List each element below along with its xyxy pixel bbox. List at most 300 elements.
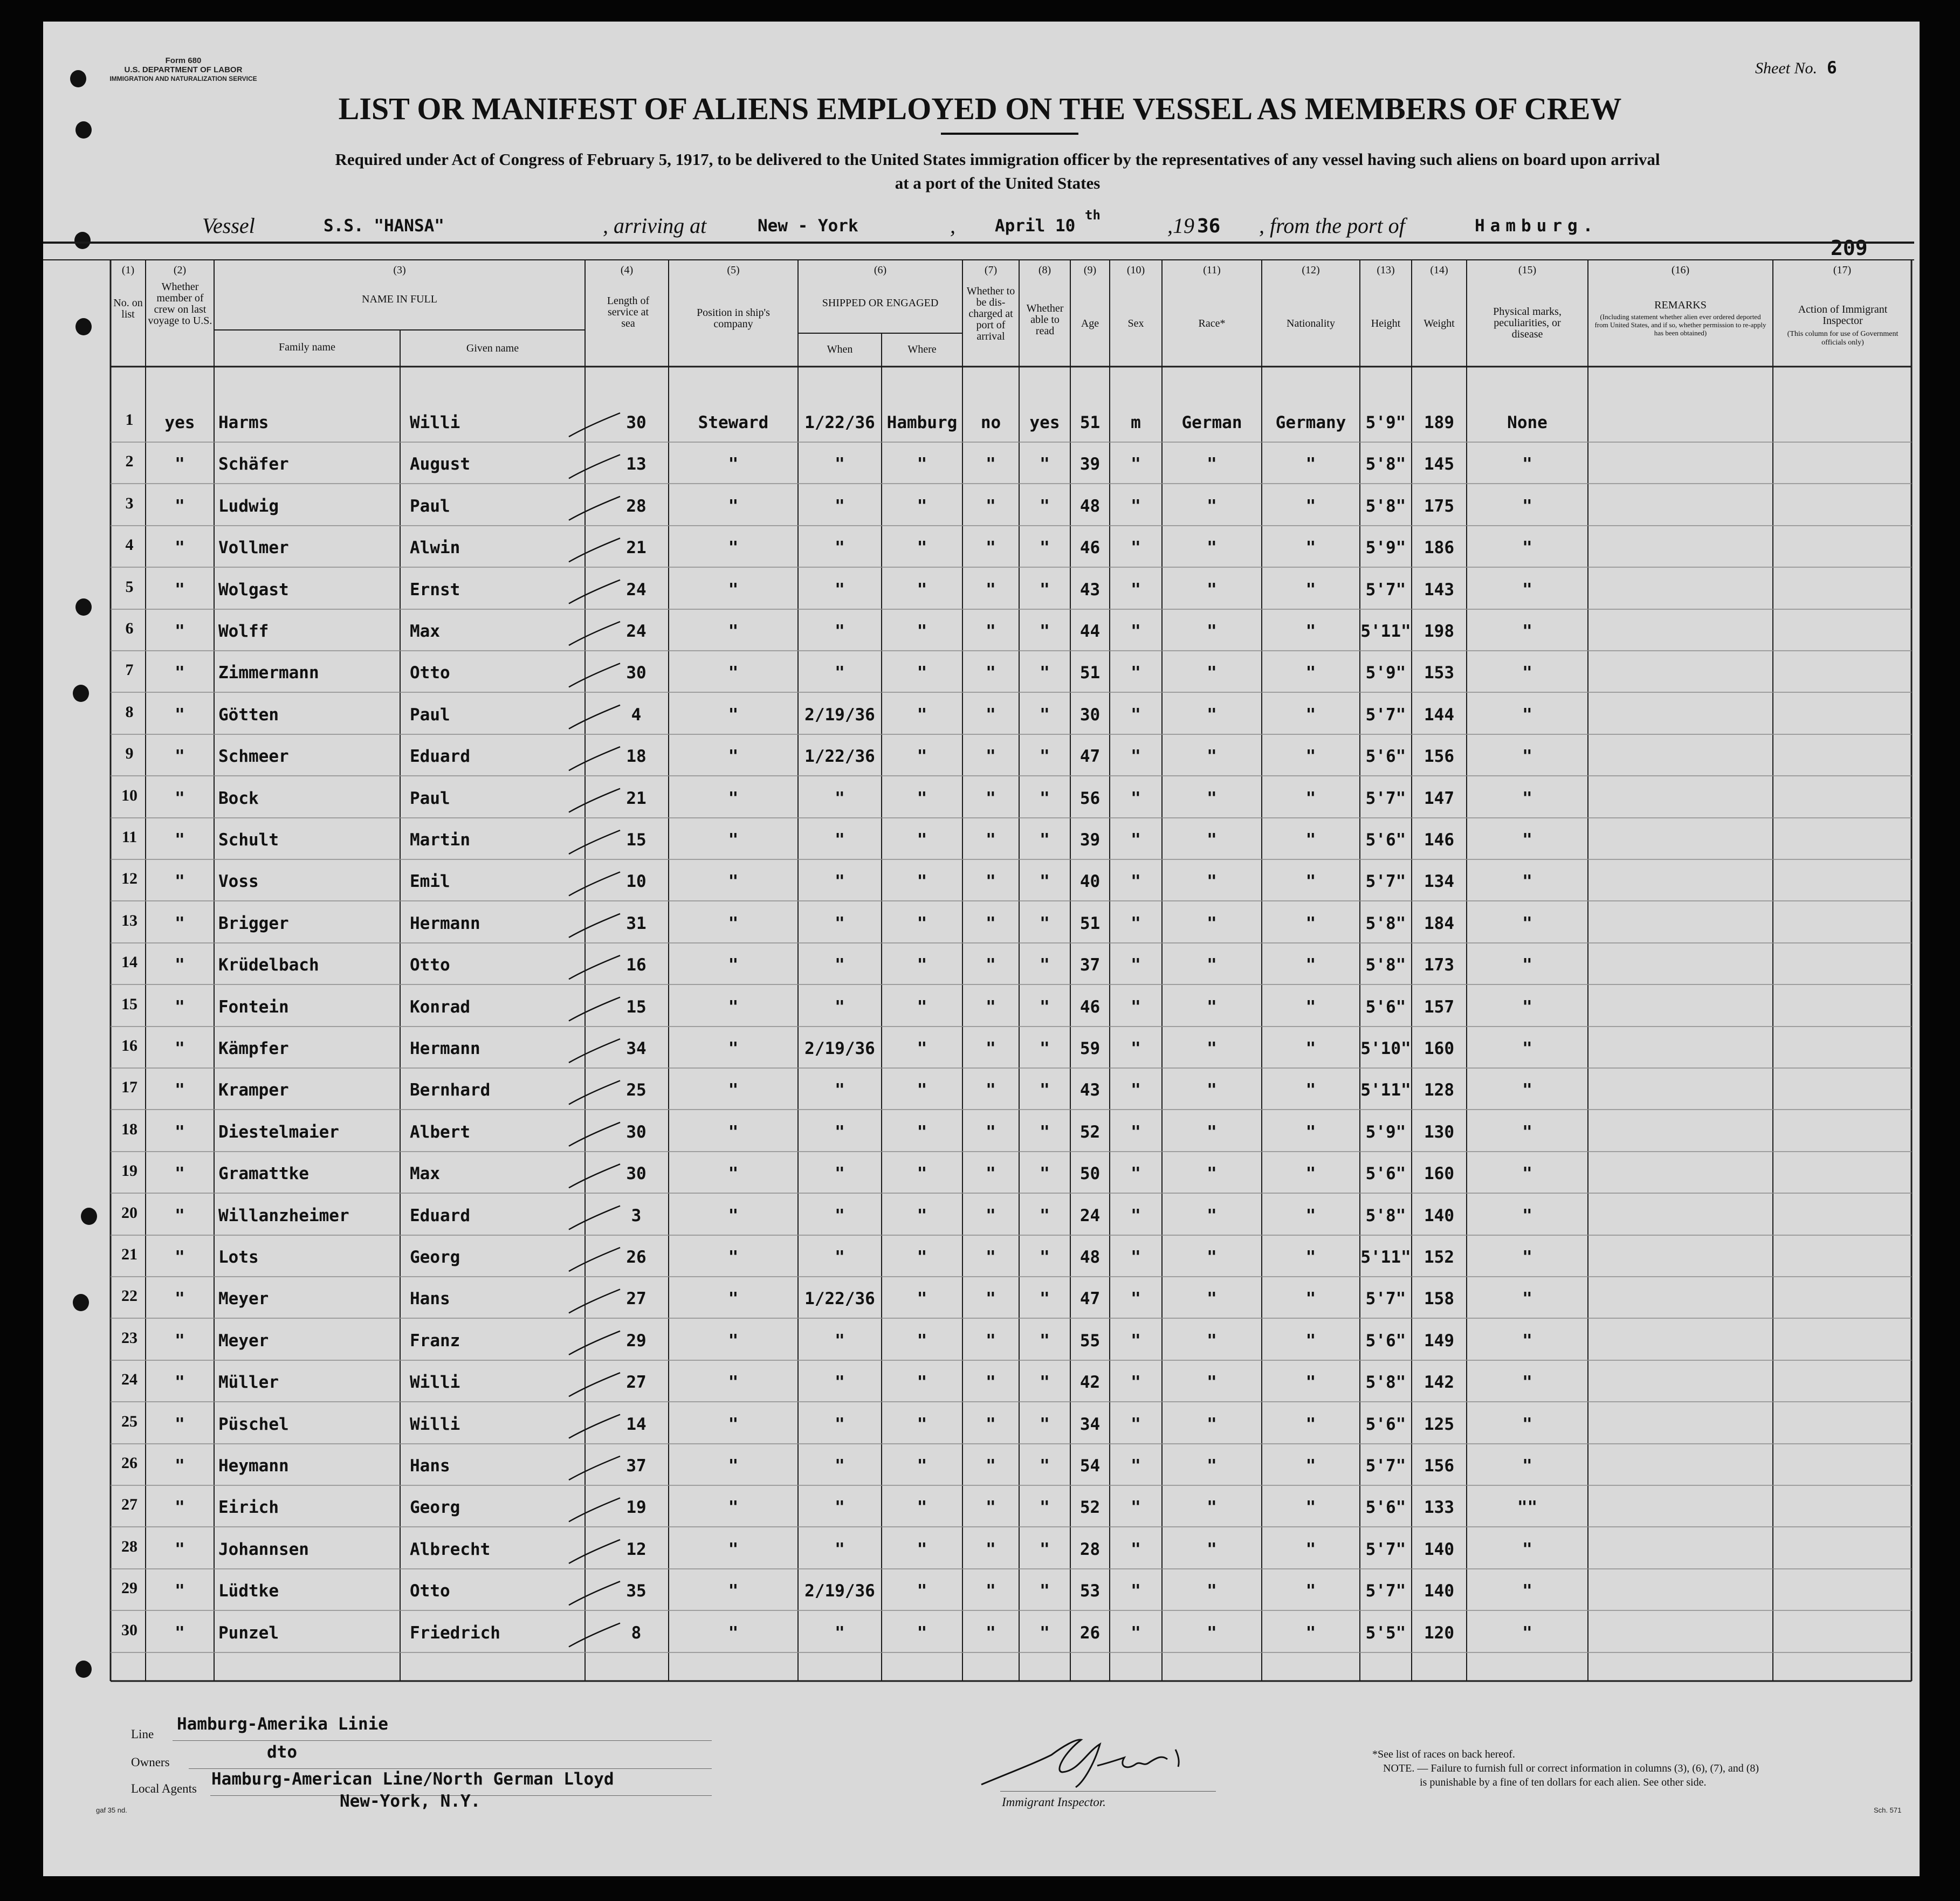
col-age: 51 <box>1079 413 1101 432</box>
col-nationality: " <box>1305 1248 1316 1267</box>
col-shipped-where: " <box>917 622 927 641</box>
col-age: 39 <box>1079 454 1101 474</box>
header-shipped-engaged: SHIPPED OR ENGAGED <box>822 297 939 309</box>
col-discharged: " <box>986 1581 996 1601</box>
col-shipped-when: 2/19/36 <box>804 1039 875 1058</box>
col-weight: 140 <box>1424 1539 1454 1559</box>
col-height: 5'10" <box>1360 1039 1411 1058</box>
col-shipped-when: " <box>835 454 845 474</box>
col-able-to-read: " <box>1040 1080 1050 1100</box>
row-number: 21 <box>121 1245 137 1263</box>
owners-value: dto <box>267 1742 297 1762</box>
col-shipped-where: " <box>917 1581 927 1601</box>
col-sex: " <box>1131 1331 1141 1351</box>
col-shipped-when: " <box>835 830 845 850</box>
row-number: 30 <box>121 1621 137 1639</box>
col-able-to-read: " <box>1040 622 1050 641</box>
col-height: 5'6" <box>1365 747 1406 767</box>
col-position: " <box>728 872 739 892</box>
col-previous-voyage: " <box>175 1623 185 1643</box>
col-height: 5'11" <box>1360 622 1411 641</box>
col-sex: " <box>1131 1456 1141 1476</box>
col-weight: 133 <box>1424 1498 1454 1518</box>
col-age: 59 <box>1079 1039 1101 1058</box>
col-previous-voyage: " <box>175 1080 185 1100</box>
col-family-name: Eirich <box>218 1498 279 1518</box>
col-able-to-read: " <box>1040 663 1050 683</box>
sheet-number: 6 <box>1826 58 1837 78</box>
col-shipped-where: " <box>917 1080 927 1100</box>
col-previous-voyage: " <box>175 872 185 892</box>
header-family-name: Family name <box>279 341 335 353</box>
row-number: 11 <box>121 828 137 846</box>
header-where: Where <box>907 343 937 355</box>
col-height: 5'7" <box>1365 872 1406 892</box>
col-length-of-service: 30 <box>626 663 647 683</box>
col-race: " <box>1207 955 1217 975</box>
col-height: 5'6" <box>1365 1498 1406 1518</box>
col-discharged: " <box>986 872 996 892</box>
col-given-name: Georg <box>410 1498 460 1518</box>
col-race: " <box>1207 872 1217 892</box>
col-position: " <box>728 1206 739 1225</box>
col-length-of-service: 19 <box>626 1498 647 1518</box>
col-weight: 186 <box>1424 538 1454 558</box>
col-sex: " <box>1131 872 1141 892</box>
col-nationality: " <box>1305 788 1316 808</box>
col-able-to-read: " <box>1040 705 1050 725</box>
col-able-to-read: " <box>1040 830 1050 850</box>
row-number: 3 <box>125 494 134 512</box>
col-height: 5'8" <box>1365 1206 1406 1225</box>
col-sex: " <box>1131 1581 1141 1601</box>
col-nationality: " <box>1305 872 1316 892</box>
row-number: 28 <box>121 1537 137 1555</box>
col-shipped-where: " <box>917 580 927 600</box>
col-discharged: no <box>980 413 1001 432</box>
col-nationality: " <box>1305 955 1316 975</box>
col-age: 53 <box>1079 1581 1101 1601</box>
header-length-of-service: Length of service at sea <box>607 295 650 329</box>
column-number: (3) <box>393 264 406 276</box>
column-number: (9) <box>1083 264 1097 276</box>
col-able-to-read: " <box>1040 1206 1050 1225</box>
col-shipped-where: " <box>917 705 927 725</box>
row-number: 1 <box>125 411 134 429</box>
col-previous-voyage: " <box>175 1206 185 1225</box>
col-race: " <box>1207 997 1217 1017</box>
col-weight: 152 <box>1424 1248 1454 1267</box>
col-shipped-when: " <box>835 1373 845 1393</box>
col-nationality: " <box>1305 747 1316 767</box>
col-weight: 143 <box>1424 580 1454 600</box>
col-sex: " <box>1131 1080 1141 1100</box>
col-height: 5'6" <box>1365 830 1406 850</box>
col-height: 5'9" <box>1365 663 1406 683</box>
col-age: 47 <box>1079 1289 1101 1309</box>
col-family-name: Voss <box>218 872 259 892</box>
col-age: 43 <box>1079 1080 1101 1100</box>
col-weight: 134 <box>1424 872 1454 892</box>
col-shipped-when: " <box>835 538 845 558</box>
col-race: " <box>1207 454 1217 474</box>
line-rule <box>173 1740 712 1741</box>
col-physical-marks: " <box>1522 955 1532 975</box>
col-family-name: Krüdelbach <box>218 955 319 975</box>
col-given-name: Martin <box>410 830 470 850</box>
col-shipped-when: 1/22/36 <box>804 413 875 432</box>
arriving-label: , arriving at <box>603 213 707 238</box>
col-able-to-read: " <box>1040 1581 1050 1601</box>
col-sex: m <box>1131 413 1141 432</box>
col-height: 5'7" <box>1365 788 1406 808</box>
vessel-name: S.S. "HANSA" <box>324 216 444 236</box>
col-given-name: Franz <box>410 1331 460 1351</box>
owners-label: Owners <box>131 1755 170 1769</box>
col-position: " <box>728 955 739 975</box>
col-family-name: Schäfer <box>218 454 289 474</box>
col-physical-marks: " <box>1522 454 1532 474</box>
col-able-to-read: " <box>1040 1164 1050 1184</box>
col-nationality: Germany <box>1275 413 1346 432</box>
col-weight: 140 <box>1424 1581 1454 1601</box>
col-age: 48 <box>1079 1248 1101 1267</box>
col-previous-voyage: " <box>175 1414 185 1434</box>
col-sex: " <box>1131 788 1141 808</box>
col-height: 5'8" <box>1365 955 1406 975</box>
header-height: Height <box>1371 318 1401 329</box>
col-family-name: Zimmermann <box>218 663 319 683</box>
col-shipped-when: " <box>835 997 845 1017</box>
col-shipped-when: " <box>835 1122 845 1142</box>
col-length-of-service: 26 <box>626 1248 647 1267</box>
col-position: " <box>728 1373 739 1393</box>
col-position: " <box>728 1331 739 1351</box>
column-number: (1) <box>121 264 135 276</box>
col-discharged: " <box>986 1289 996 1309</box>
col-given-name: Georg <box>410 1248 460 1267</box>
col-physical-marks: " <box>1522 1539 1532 1559</box>
row-number: 15 <box>121 995 137 1013</box>
col-able-to-read: " <box>1040 997 1050 1017</box>
col-given-name: Konrad <box>410 997 470 1017</box>
col-physical-marks: " <box>1522 1080 1532 1100</box>
col-sex: " <box>1131 1206 1141 1225</box>
col-length-of-service: 21 <box>626 788 647 808</box>
row-number: 8 <box>125 702 134 721</box>
col-race: " <box>1207 788 1217 808</box>
row-number: 5 <box>125 577 134 596</box>
col-physical-marks: " <box>1522 538 1532 558</box>
col-shipped-when: " <box>835 1206 845 1225</box>
col-length-of-service: 4 <box>631 705 642 725</box>
header-race: Race* <box>1198 318 1226 329</box>
col-shipped-when: " <box>835 663 845 683</box>
col-age: 51 <box>1079 913 1101 933</box>
col-weight: 140 <box>1424 1206 1454 1225</box>
column-number: (13) <box>1377 264 1395 276</box>
column-number: (10) <box>1126 264 1145 276</box>
row-number: 17 <box>121 1078 137 1097</box>
col-family-name: Willanzheimer <box>218 1206 349 1225</box>
column-number: (8) <box>1038 264 1051 276</box>
col-previous-voyage: " <box>175 538 185 558</box>
col-position: " <box>728 830 739 850</box>
col-length-of-service: 15 <box>626 830 647 850</box>
col-previous-voyage: " <box>175 705 185 725</box>
col-height: 5'9" <box>1365 413 1406 432</box>
col-discharged: " <box>986 1539 996 1559</box>
col-position: Steward <box>698 413 769 432</box>
col-length-of-service: 16 <box>626 955 647 975</box>
col-family-name: Püschel <box>218 1414 289 1434</box>
col-height: 5'7" <box>1365 580 1406 600</box>
col-weight: 128 <box>1424 1080 1454 1100</box>
col-family-name: Wolgast <box>218 580 289 600</box>
col-able-to-read: " <box>1040 1373 1050 1393</box>
col-age: 54 <box>1079 1456 1101 1476</box>
col-previous-voyage: " <box>175 1248 185 1267</box>
col-given-name: Ernst <box>410 580 460 600</box>
col-length-of-service: 30 <box>626 1122 647 1142</box>
col-given-name: Otto <box>410 663 450 683</box>
col-family-name: Diestelmaier <box>218 1122 339 1142</box>
col-shipped-when: " <box>835 788 845 808</box>
col-discharged: " <box>986 913 996 933</box>
header-able-to-read: Whether able to read <box>1026 302 1064 337</box>
col-nationality: " <box>1305 1164 1316 1184</box>
col-family-name: Kämpfer <box>218 1039 289 1058</box>
inspector-rule <box>1000 1791 1216 1792</box>
col-length-of-service: 27 <box>626 1373 647 1393</box>
col-family-name: Götten <box>218 705 279 725</box>
col-discharged: " <box>986 1373 996 1393</box>
col-shipped-when: 2/19/36 <box>804 705 875 725</box>
col-nationality: " <box>1305 1456 1316 1476</box>
col-shipped-where: " <box>917 747 927 767</box>
col-height: 5'9" <box>1365 1122 1406 1142</box>
row-number: 14 <box>121 953 137 972</box>
col-discharged: " <box>986 1122 996 1142</box>
col-shipped-where: " <box>917 1373 927 1393</box>
col-sex: " <box>1131 496 1141 516</box>
col-given-name: Eduard <box>410 1206 470 1225</box>
col-shipped-where: " <box>917 1289 927 1309</box>
col-shipped-when: 1/22/36 <box>804 1289 875 1309</box>
form-number: Form 680 <box>165 56 202 65</box>
row-number: 16 <box>121 1037 137 1055</box>
col-discharged: " <box>986 622 996 641</box>
arriving-port: New - York <box>758 216 858 236</box>
col-race: " <box>1207 1373 1217 1393</box>
column-number: (6) <box>874 264 887 276</box>
col-previous-voyage: " <box>175 580 185 600</box>
col-shipped-when: " <box>835 1539 845 1559</box>
col-length-of-service: 24 <box>626 622 647 641</box>
col-length-of-service: 21 <box>626 538 647 558</box>
col-shipped-when: " <box>835 1080 845 1100</box>
col-height: 5'7" <box>1365 1289 1406 1309</box>
from-label: , from the port of <box>1259 213 1405 238</box>
col-nationality: " <box>1305 1414 1316 1434</box>
col-nationality: " <box>1305 830 1316 850</box>
col-given-name: August <box>410 454 470 474</box>
col-previous-voyage: " <box>175 747 185 767</box>
col-position: " <box>728 1164 739 1184</box>
col-discharged: " <box>986 1623 996 1643</box>
col-race: " <box>1207 663 1217 683</box>
col-weight: 120 <box>1424 1623 1454 1643</box>
column-number: (5) <box>727 264 740 276</box>
col-weight: 158 <box>1424 1289 1454 1309</box>
col-race: " <box>1207 1164 1217 1184</box>
header-when: When <box>827 343 853 355</box>
col-discharged: " <box>986 1206 996 1225</box>
col-able-to-read: " <box>1040 955 1050 975</box>
col-family-name: Vollmer <box>218 538 289 558</box>
col-shipped-when: " <box>835 622 845 641</box>
col-family-name: Bock <box>218 788 259 808</box>
col-length-of-service: 18 <box>626 747 647 767</box>
col-race: " <box>1207 1581 1217 1601</box>
col-nationality: " <box>1305 1539 1316 1559</box>
col-sex: " <box>1131 1248 1141 1267</box>
col-shipped-where: " <box>917 538 927 558</box>
col-shipped-where: " <box>917 1248 927 1267</box>
column-number: (2) <box>173 264 187 276</box>
col-given-name: Max <box>410 1164 440 1184</box>
col-family-name: Schult <box>218 830 279 850</box>
col-able-to-read: yes <box>1029 413 1060 432</box>
col-length-of-service: 24 <box>626 580 647 600</box>
row-number: 24 <box>121 1370 137 1389</box>
col-age: 30 <box>1079 705 1101 725</box>
col-family-name: Lüdtke <box>218 1581 279 1601</box>
col-physical-marks: " <box>1522 1122 1532 1142</box>
col-height: 5'6" <box>1365 1164 1406 1184</box>
col-discharged: " <box>986 1164 996 1184</box>
col-discharged: " <box>986 538 996 558</box>
col-previous-voyage: " <box>175 913 185 933</box>
col-length-of-service: 15 <box>626 997 647 1017</box>
col-position: " <box>728 1414 739 1434</box>
col-nationality: " <box>1305 580 1316 600</box>
col-sex: " <box>1131 955 1141 975</box>
col-discharged: " <box>986 1080 996 1100</box>
col-length-of-service: 10 <box>626 872 647 892</box>
header-remarks: REMARKS <box>1654 299 1707 311</box>
col-position: " <box>728 1248 739 1267</box>
row-number: 13 <box>121 911 137 929</box>
col-weight: 198 <box>1424 622 1454 641</box>
col-family-name: Lots <box>218 1248 259 1267</box>
col-shipped-when: " <box>835 1248 845 1267</box>
row-number: 22 <box>121 1287 137 1305</box>
col-sex: " <box>1131 1539 1141 1559</box>
header-age: Age <box>1081 318 1099 329</box>
col-race: " <box>1207 747 1217 767</box>
col-shipped-where: " <box>917 1498 927 1518</box>
col-physical-marks: " <box>1522 1373 1532 1393</box>
col-length-of-service: 8 <box>631 1623 642 1643</box>
col-family-name: Müller <box>218 1373 279 1393</box>
col-nationality: " <box>1305 496 1316 516</box>
col-physical-marks: " <box>1522 747 1532 767</box>
col-nationality: " <box>1305 1623 1316 1643</box>
col-physical-marks: " <box>1522 580 1532 600</box>
col-shipped-when: " <box>835 1498 845 1518</box>
col-discharged: " <box>986 1414 996 1434</box>
col-position: " <box>728 1289 739 1309</box>
col-given-name: Alwin <box>410 538 460 558</box>
header-inspector-action: Action of Immigrant Inspector <box>1798 304 1888 327</box>
year-prefix: ,19 <box>1167 213 1194 238</box>
col-discharged: " <box>986 788 996 808</box>
col-race: " <box>1207 538 1217 558</box>
col-position: " <box>728 622 739 641</box>
col-sex: " <box>1131 538 1141 558</box>
col-discharged: " <box>986 830 996 850</box>
col-nationality: " <box>1305 997 1316 1017</box>
col-able-to-read: " <box>1040 538 1050 558</box>
col-weight: 153 <box>1424 663 1454 683</box>
col-nationality: " <box>1305 1373 1316 1393</box>
col-age: 40 <box>1079 872 1101 892</box>
agents-label: Local Agents <box>131 1782 197 1795</box>
col-race: German <box>1181 413 1242 432</box>
col-nationality: " <box>1305 1581 1316 1601</box>
col-position: " <box>728 580 739 600</box>
col-age: 44 <box>1079 622 1101 641</box>
col-able-to-read: " <box>1040 580 1050 600</box>
header-remarks-note: (Including statement whether alien ever ordered deported from United States, and if so, whether permission to re-apply has been obtained) <box>1594 313 1766 337</box>
col-given-name: Willi <box>410 1414 460 1434</box>
col-previous-voyage: " <box>175 1498 185 1518</box>
row-number: 2 <box>125 452 134 471</box>
col-physical-marks: " <box>1522 1581 1532 1601</box>
col-weight: 145 <box>1424 454 1454 474</box>
col-nationality: " <box>1305 663 1316 683</box>
col-position: " <box>728 997 739 1017</box>
col-previous-voyage: " <box>175 1581 185 1601</box>
col-sex: " <box>1131 830 1141 850</box>
col-length-of-service: 29 <box>626 1331 647 1351</box>
penalty-note-cont: is punishable by a fine of ten dollars for each alien. See other side. <box>1420 1776 1707 1788</box>
col-shipped-when: " <box>835 955 845 975</box>
col-physical-marks: " <box>1522 1331 1532 1351</box>
header-previous-voyage: Whether member of crew on last voyage to U.S. <box>148 281 212 327</box>
col-age: 48 <box>1079 496 1101 516</box>
col-race: " <box>1207 1331 1217 1351</box>
col-height: 5'7" <box>1365 1581 1406 1601</box>
col-race: " <box>1207 1539 1217 1559</box>
col-given-name: Hermann <box>410 913 480 933</box>
col-sex: " <box>1131 1414 1141 1434</box>
schedule-number: Sch. 571 <box>1874 1806 1902 1814</box>
col-shipped-where: " <box>917 1623 927 1643</box>
col-shipped-where: " <box>917 1331 927 1351</box>
col-race: " <box>1207 1498 1217 1518</box>
row-number: 9 <box>125 745 134 763</box>
column-number: (16) <box>1671 264 1690 276</box>
header-given-name: Given name <box>466 342 519 354</box>
col-race: " <box>1207 1039 1217 1058</box>
col-shipped-where: " <box>917 1414 927 1434</box>
col-weight: 184 <box>1424 913 1454 933</box>
col-sex: " <box>1131 1164 1141 1184</box>
col-previous-voyage: " <box>175 788 185 808</box>
col-race: " <box>1207 622 1217 641</box>
